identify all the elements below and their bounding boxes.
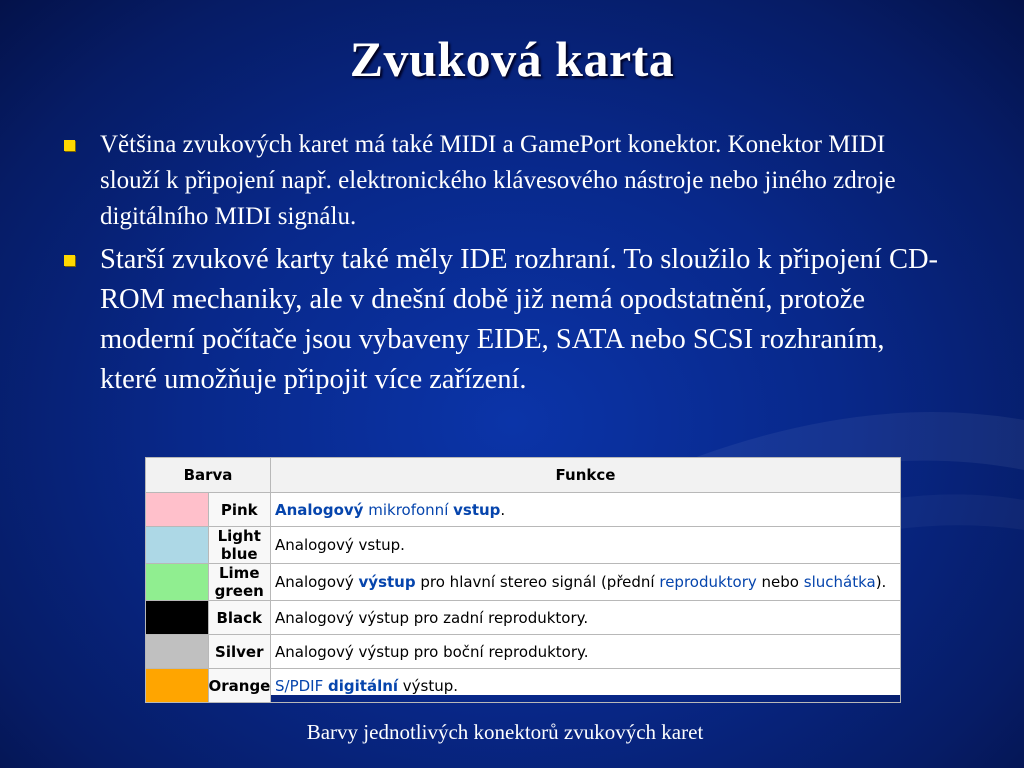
bullet-text: Většina zvukových karet má také MIDI a GamePort konektor. Konektor MIDI slouží k připojení např. elektronického klávesového nástroje nebo jiného zdroje digitálního MIDI signálu. [100, 131, 896, 230]
color-name: Orange [208, 669, 271, 703]
function-cell [271, 493, 901, 527]
table-row [146, 601, 901, 635]
table-caption: Barvy jednotlivých konektorů zvukových karet [306, 720, 704, 744]
wiki-link[interactable]: výstup [358, 573, 416, 591]
function-text: pro hlavní stereo signál (přední [415, 573, 660, 591]
header-function: Funkce [271, 458, 901, 493]
color-swatch [146, 669, 209, 703]
function-text: Analogový [275, 573, 359, 591]
bullet-list [60, 127, 940, 400]
color-swatch [146, 493, 209, 527]
wiki-link[interactable]: vstup [453, 500, 501, 519]
table-row [146, 635, 901, 669]
wiki-link[interactable]: S/PDIF [275, 676, 324, 695]
color-swatch [146, 527, 209, 564]
bullet-item-midi [60, 127, 940, 235]
wiki-link[interactable]: reproduktory [659, 573, 757, 591]
color-name: Pink [208, 493, 271, 527]
wiki-link[interactable]: Analogový [275, 500, 364, 519]
color-name: Silver [208, 635, 271, 669]
table-body [146, 493, 901, 703]
function-text: Analogový výstup pro boční reproduktory. [275, 642, 589, 661]
function-text: nebo [756, 573, 804, 591]
bullet-text: Starší zvukové karty také měly IDE rozhraní. To sloužilo k připojení CD-ROM mechaniky, ale v dnešní době již nemá opodstatnění, protože moderní počítače jsou vybaveny EIDE, SATA nebo SCSI rozhraním, které umožňuje připojit více zařízení. [100, 244, 939, 395]
connector-color-table-container [145, 457, 901, 695]
table-row [146, 564, 901, 601]
color-name: Lime green [208, 564, 271, 601]
color-swatch [146, 564, 209, 601]
table-row [146, 527, 901, 564]
color-swatch [146, 601, 209, 635]
table-row [146, 669, 901, 703]
color-swatch [146, 635, 209, 669]
connector-color-table [145, 457, 901, 703]
color-name: Black [208, 601, 271, 635]
table-row [146, 493, 901, 527]
function-text: . [500, 500, 506, 519]
slide-title: Zvuková karta [349, 31, 675, 87]
function-text: ). [875, 573, 887, 591]
color-name: Light blue [208, 527, 271, 564]
function-cell [271, 601, 901, 635]
function-cell [271, 527, 901, 564]
function-cell [271, 669, 901, 703]
bullet-square-icon [64, 140, 75, 151]
wiki-link[interactable]: digitální [328, 676, 399, 695]
wiki-link[interactable]: mikrofonní [363, 500, 454, 519]
function-text: Analogový výstup pro zadní reproduktory. [275, 608, 589, 627]
function-cell [271, 635, 901, 669]
wiki-link[interactable]: sluchátka [803, 573, 876, 591]
function-cell [271, 564, 901, 601]
header-color: Barva [146, 458, 271, 493]
table-header-row [146, 458, 901, 493]
function-text: výstup. [398, 676, 459, 695]
bullet-item-ide [60, 240, 940, 400]
function-text: Analogový vstup. [275, 536, 405, 554]
bullet-square-icon [64, 255, 75, 266]
